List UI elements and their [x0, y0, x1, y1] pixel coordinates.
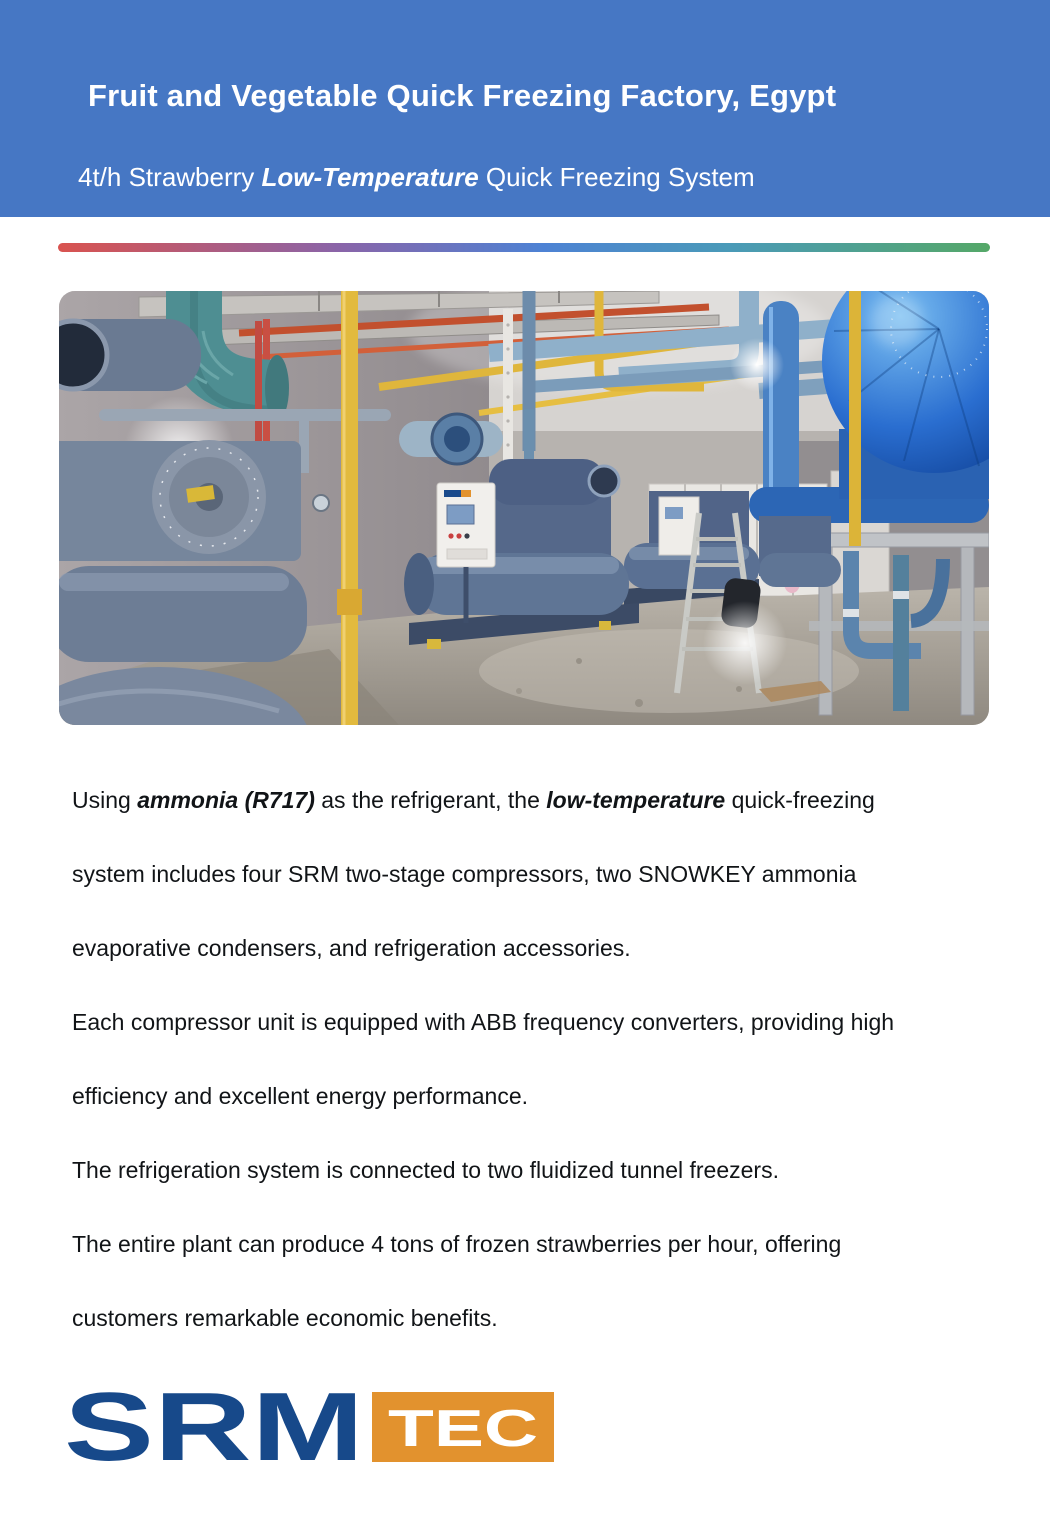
page-subtitle: 4t/h Strawberry Low-Temperature Quick Freezing System: [78, 161, 755, 192]
logo-srm-text: SRM: [64, 1390, 364, 1464]
body-paragraph: Each compressor unit is equipped with ABB frequency converters, providing high efficiency and excellent energy performance.: [72, 1009, 895, 1109]
logo-tec-text: TEC: [388, 1400, 538, 1458]
body-paragraph: The entire plant can produce 4 tons of frozen strawberries per hour, offering customers remarkable economic benefits.: [72, 1231, 842, 1331]
header-banner: [0, 0, 1050, 217]
page-title: Fruit and Vegetable Quick Freezing Factory, Egypt: [88, 78, 837, 113]
gradient-divider: [58, 243, 990, 252]
body-paragraph: Using ammonia (R717) as the refrigerant, the low-temperature quick-freezing system includes four SRM two-stage compressors, two SNOWKEY ammonia evaporative condensers, and refrigeration accessories.: [72, 787, 875, 961]
article-body: [72, 763, 912, 1355]
machine-room-photo: [59, 291, 989, 725]
machine-room-illustration: [59, 291, 989, 725]
body-paragraph: The refrigeration system is connected to two fluidized tunnel freezers.: [72, 1157, 779, 1183]
srmtec-logo: [64, 1390, 1050, 1469]
